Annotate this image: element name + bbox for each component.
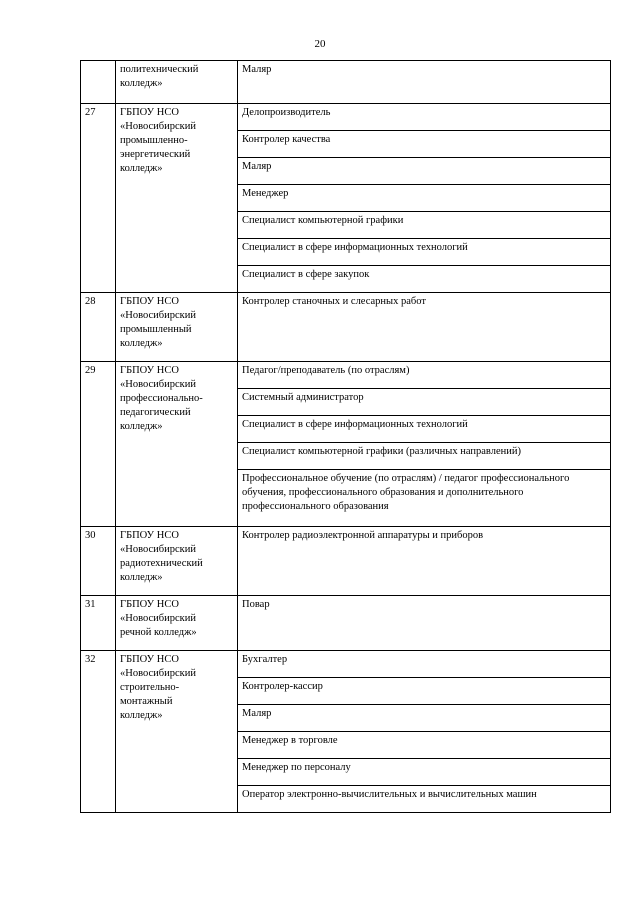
page-number: 20 (314, 38, 326, 50)
table-row (81, 362, 611, 389)
table-row (81, 293, 611, 362)
profession: Контролер качества (238, 131, 611, 158)
profession: Контролер-кассир (238, 678, 611, 705)
organization-line: радиотехнический (120, 558, 203, 569)
organization-line: монтажный (120, 696, 173, 707)
row-number: 32 (81, 651, 116, 813)
organization-line: «Новосибирский (120, 613, 196, 624)
table-row (81, 104, 611, 131)
profession: Педагог/преподаватель (по отраслям) (238, 362, 611, 389)
organization-line: колледж» (120, 421, 163, 432)
profession: Профессиональное обучение (по отраслям) / педагог профессионального обучения, профессионального образования и дополнительного профессионального образования (238, 470, 611, 527)
table-row (81, 596, 611, 651)
organization-line: ГБПОУ НСО (120, 107, 179, 118)
profession: Контролер станочных и слесарных работ (238, 293, 611, 362)
organization-name (116, 362, 238, 527)
profession: Контролер радиоэлектронной аппаратуры и приборов (238, 527, 611, 596)
organization-line: ГБПОУ НСО (120, 654, 179, 665)
profession: Делопроизводитель (238, 104, 611, 131)
organization-line: строительно- (120, 682, 180, 693)
organization-line: ГБПОУ НСО (120, 599, 179, 610)
row-number (81, 61, 116, 104)
row-number: 27 (81, 104, 116, 293)
organization-line: колледж» (120, 78, 163, 89)
profession: Менеджер по персоналу (238, 759, 611, 786)
organization-line: ГБПОУ НСО (120, 365, 179, 376)
organization-line: промышленно- (120, 135, 188, 146)
row-number: 30 (81, 527, 116, 596)
profession: Специалист в сфере информационных технологий (238, 239, 611, 266)
organization-line: политехнический (120, 64, 199, 75)
organization-name (116, 527, 238, 596)
organization-line: колледж» (120, 338, 163, 349)
profession: Оператор электронно-вычислительных и вычислительных машин (238, 786, 611, 813)
organization-name (116, 596, 238, 651)
profession: Маляр (238, 705, 611, 732)
profession: Маляр (238, 158, 611, 185)
profession: Менеджер (238, 185, 611, 212)
colleges-professions-table (80, 60, 611, 813)
profession: Специалист компьютерной графики (различных направлений) (238, 443, 611, 470)
organization-line: «Новосибирский (120, 379, 196, 390)
table-row (81, 61, 611, 104)
table-row (81, 651, 611, 678)
profession: Специалист компьютерной графики (238, 212, 611, 239)
organization-line: педагогический (120, 407, 191, 418)
organization-line: ГБПОУ НСО (120, 530, 179, 541)
organization-line: речной колледж» (120, 627, 197, 638)
organization-name (116, 61, 238, 104)
organization-name (116, 293, 238, 362)
organization-line: «Новосибирский (120, 668, 196, 679)
table-row (81, 527, 611, 596)
organization-name (116, 651, 238, 813)
organization-line: колледж» (120, 572, 163, 583)
organization-line: промышленный (120, 324, 192, 335)
organization-line: «Новосибирский (120, 121, 196, 132)
organization-line: колледж» (120, 710, 163, 721)
row-number: 29 (81, 362, 116, 527)
organization-line: колледж» (120, 163, 163, 174)
profession: Маляр (238, 61, 611, 104)
organization-line: энергетический (120, 149, 191, 160)
organization-name (116, 104, 238, 293)
row-number: 28 (81, 293, 116, 362)
organization-line: профессионально- (120, 393, 203, 404)
profession: Специалист в сфере информационных технологий (238, 416, 611, 443)
profession: Системный администратор (238, 389, 611, 416)
profession: Специалист в сфере закупок (238, 266, 611, 293)
organization-line: ГБПОУ НСО (120, 296, 179, 307)
profession: Бухгалтер (238, 651, 611, 678)
row-number: 31 (81, 596, 116, 651)
organization-line: «Новосибирский (120, 544, 196, 555)
organization-line: «Новосибирский (120, 310, 196, 321)
profession: Повар (238, 596, 611, 651)
profession: Менеджер в торговле (238, 732, 611, 759)
